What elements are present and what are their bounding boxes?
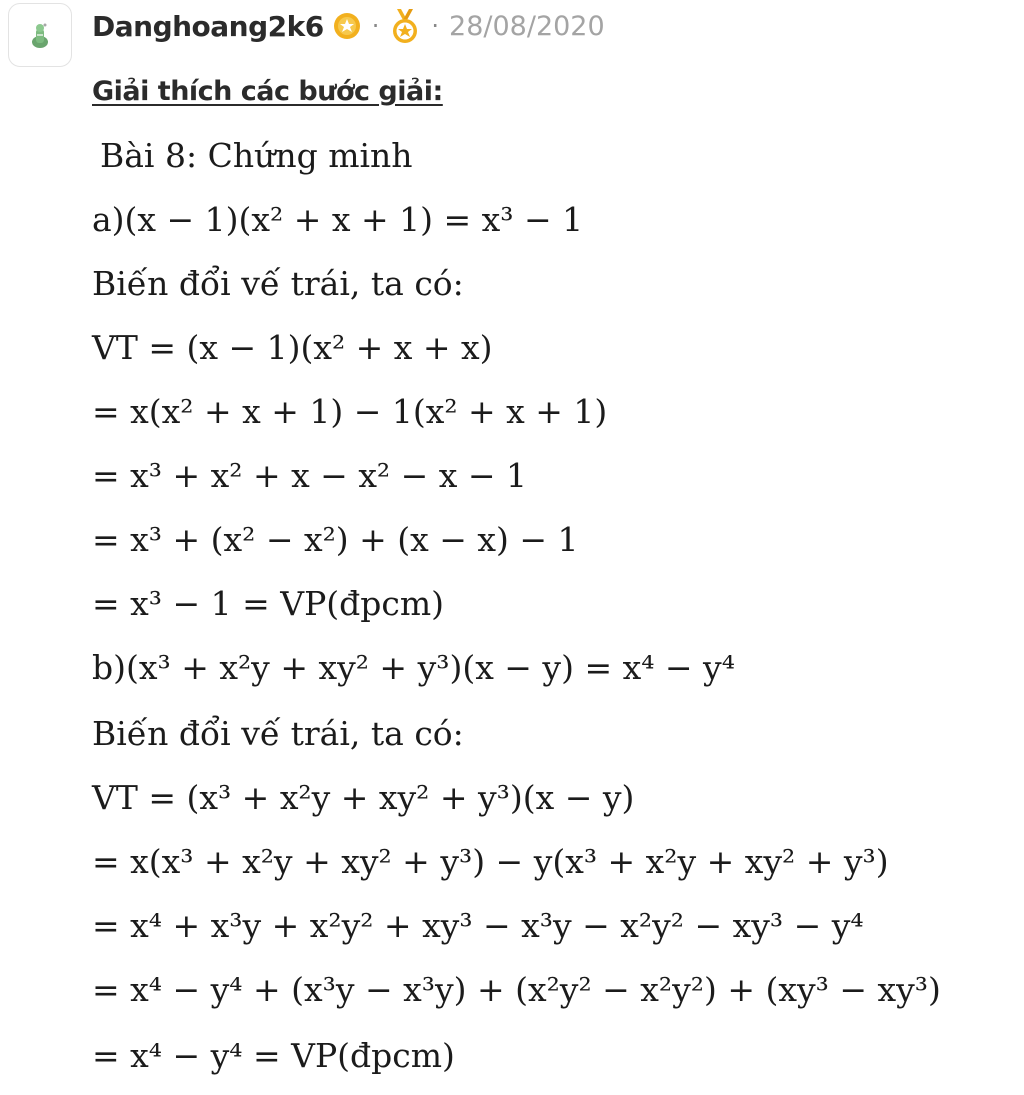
avatar-icon [29, 20, 51, 50]
part-a-step: = x(x² + x + 1) − 1(x² + x + 1) [92, 392, 608, 431]
part-a-transform-label: Biến đổi vế trái, ta có: [92, 264, 464, 303]
explanation-heading: Giải thích các bước giải: [92, 76, 443, 107]
part-b-step: = x⁴ − y⁴ + (x³y − x³y) + (x²y² − x²y²) + (xy³ − xy³) [92, 970, 941, 1009]
part-a-step: = x³ − 1 = VP(đpcm) [92, 584, 445, 623]
part-a-step: = x³ + (x² − x²) + (x − x) − 1 [92, 520, 579, 559]
medal-icon [389, 7, 421, 45]
answer-header [92, 4, 605, 48]
part-b-transform-label: Biến đổi vế trái, ta có: [92, 714, 464, 753]
author-username[interactable]: Danghoang2k6 [92, 9, 324, 43]
part-b-step: = x(x³ + x²y + xy² + y³) − y(x³ + x²y + xy² + y³) [92, 842, 889, 881]
part-a-step: = x³ + x² + x − x² − x − 1 [92, 456, 528, 495]
part-a-step: VT = (x − 1)(x² + x + x) [92, 328, 493, 367]
problem-title: Bài 8: Chứng minh [100, 136, 413, 175]
answer-date: 28/08/2020 [449, 10, 605, 42]
part-b-step: = x⁴ + x³y + x²y² + xy³ − x³y − x²y² − xy³ − y⁴ [92, 906, 864, 945]
separator-dot: · [431, 12, 440, 40]
separator-dot: · [371, 12, 380, 40]
part-b-statement: b)(x³ + x²y + xy² + y³)(x − y) = x⁴ − y⁴ [92, 648, 735, 687]
avatar[interactable] [8, 3, 72, 67]
part-b-step: = x⁴ − y⁴ = VP(đpcm) [92, 1036, 455, 1075]
part-b-step: VT = (x³ + x²y + xy² + y³)(x − y) [92, 778, 635, 817]
rank-badge-icon [332, 11, 362, 41]
part-a-statement: a)(x − 1)(x² + x + 1) = x³ − 1 [92, 200, 584, 239]
